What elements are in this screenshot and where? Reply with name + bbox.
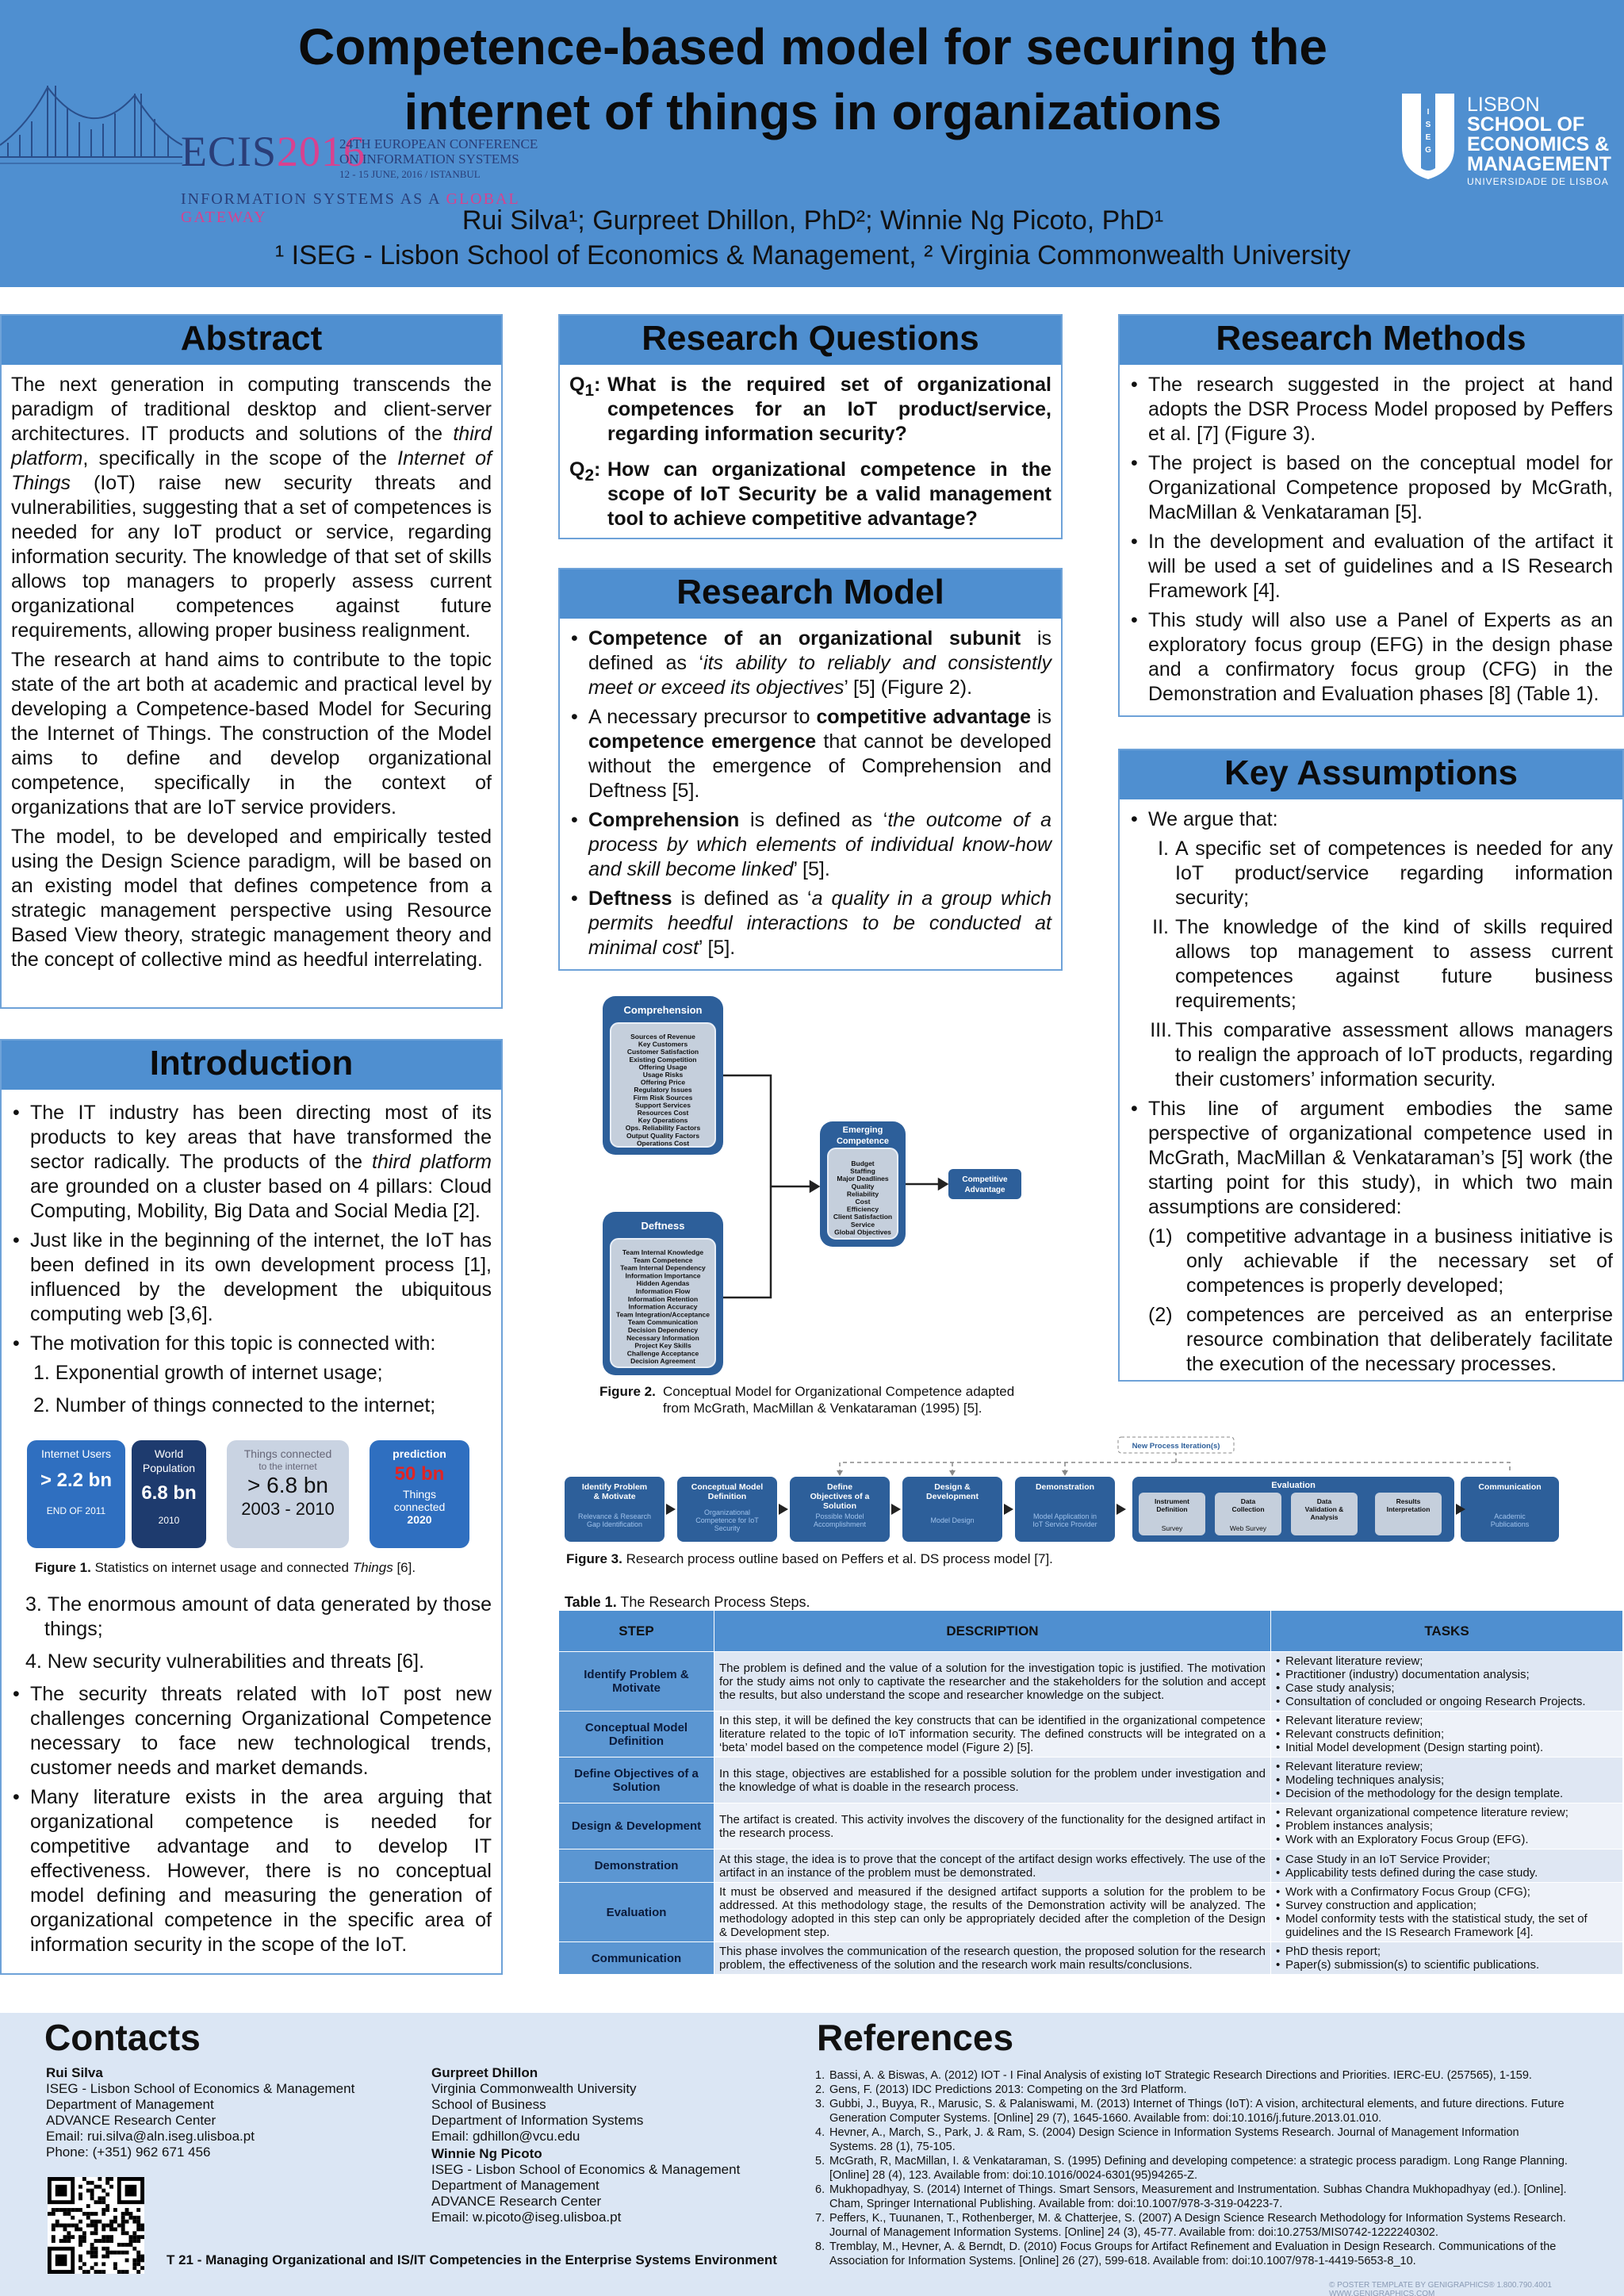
question-1: $Q_1$: What is the required set of organizational competences for an IoT product/service, regarding information security? xyxy=(569,374,1051,445)
deftness-box-item: Team Competence xyxy=(633,1255,693,1264)
reference-item: 2. Gens, F. (2013) IDC Predictions 2013: Competing on the 3rd Platform. xyxy=(815,2083,1187,2096)
table-cell-tasks xyxy=(1271,1711,1623,1757)
figure-3-caption: Figure 3. Research process outline based on Peffers et al. DS process model [7]. xyxy=(566,1551,1053,1566)
methods-bullet-1: • The research suggested in the project at hand adopts the DSR Process Model proposed by Peffers et al. [7] (Figure 3). xyxy=(1129,373,1613,447)
task-item: • Decision of the methodology for the design template. xyxy=(1276,1787,1618,1800)
task-item: • Survey construction and application; xyxy=(1276,1899,1618,1912)
comprehension-box-item: Sources of Revenue xyxy=(630,1033,695,1041)
process-step-2-title: Conceptual Model xyxy=(691,1482,764,1492)
process-step-communication-title: Communication xyxy=(1478,1482,1542,1492)
task-item: • PhD thesis report; xyxy=(1276,1945,1618,1958)
table-row xyxy=(559,1711,1623,1757)
process-step-5-title: Demonstration xyxy=(1035,1482,1095,1492)
process-step-5 xyxy=(1015,1477,1115,1542)
abstract-heading: Abstract xyxy=(2,316,501,365)
process-step-3 xyxy=(790,1477,890,1542)
process-step-3-subtitle: Possible Model xyxy=(815,1512,864,1520)
research-questions-body xyxy=(560,365,1061,550)
deftness-box-title: Deftness xyxy=(641,1220,685,1232)
task-item: • Case Study in an IoT Service Provider; xyxy=(1276,1853,1618,1866)
research-methods-panel xyxy=(1118,314,1624,717)
process-step-4-subtitle: Model Design xyxy=(930,1516,975,1524)
deftness-box-item: Information Flow xyxy=(635,1287,691,1295)
task-item: • Practitioner (industry) documentation analysis; xyxy=(1276,1668,1618,1681)
task-item: • Relevant literature review; xyxy=(1276,1654,1618,1668)
stat-prediction: prediction 50 bn Things connected 2020 xyxy=(370,1440,469,1548)
poster-header xyxy=(0,0,1624,287)
table-row xyxy=(559,1883,1623,1942)
table-cell-tasks xyxy=(1271,1849,1623,1883)
iseg-logo xyxy=(1400,92,1611,187)
evaluation-substep-title: Instrument xyxy=(1155,1497,1189,1505)
table-row xyxy=(559,1757,1623,1803)
table-cell-description: It must be observed and measured if the designed artifact supports a solution for the problem to be addressed. At this methodology stage, the results of the Demonstration activity will be analyzed. The methodology adopted in this step can only be appropriately decided after the completion of the Design & Development step. xyxy=(714,1883,1271,1942)
poster-title: Competence-based model for securing the internet of things in organizations xyxy=(297,18,1328,140)
deftness-box-item: Information Accuracy xyxy=(628,1302,698,1311)
process-step-4-title: Design & xyxy=(934,1482,971,1492)
assumption-ii: II. The knowledge of the kind of skills required allows top management to assess current competences against future business requirements; xyxy=(1152,916,1613,1012)
competitive-advantage-label: Competitive xyxy=(962,1175,1008,1184)
poster-authors: Rui Silva¹; Gurpreet Dhillon, PhD²; Winnie Ng Picoto, PhD¹ xyxy=(462,205,1164,236)
research-questions-heading: Research Questions xyxy=(560,316,1061,365)
research-model-heading: Research Model xyxy=(560,569,1061,619)
table-cell-description: At this stage, the idea is to prove that the concept of the artifact design works effectively. The use of the artifact in an instance of the problem must be demonstrated. xyxy=(714,1849,1271,1883)
contact-winnie-picoto: Winnie Ng Picoto ISEG - Lisbon School of Economics & Management Department of Management ADVANCE Research Center Email: w.picoto@iseg.ulisboa.pt xyxy=(431,2146,741,2225)
evaluation-substep-title: Collection xyxy=(1231,1505,1265,1513)
table-cell-step: Conceptual Model Definition xyxy=(559,1711,714,1757)
comprehension-box-item: Key Customers xyxy=(638,1040,688,1048)
process-step-2-title: Definition xyxy=(707,1492,747,1501)
deftness-box-item: Information Importance xyxy=(625,1271,701,1280)
process-step-communication xyxy=(1461,1477,1559,1542)
research-methods-body xyxy=(1120,365,1622,719)
comprehension-box-item: Support Services xyxy=(635,1101,691,1110)
model-bullet-3: • Comprehension is defined as ‘the outcome of a process by which elements of individual know-how and skill become linked’ [5]. xyxy=(569,808,1051,882)
figure-2-diagram xyxy=(599,996,1028,1378)
table-cell-description: The problem is defined and the value of a solution for the investigation topic is justified. The motivation for the study aims not only to captivate the researcher and the stakeholders for the solution and accept the results, but also understand the scope and researcher knowledge on the subject. xyxy=(714,1652,1271,1711)
contact-rui-silva: Rui Silva ISEG - Lisbon School of Economics & Management Department of Management ADVANCE Research Center Email: rui.silva@aln.iseg.ulisboa.pt Phone: (+351) 962 671 456 xyxy=(46,2065,355,2160)
process-iterations-loop xyxy=(837,1437,1510,1476)
abstract-panel xyxy=(0,314,503,1009)
abstract-paragraph-1: The next generation in computing transcends the paradigm of traditional desktop and client-server architectures. IT products and solutions of the third platform, specifically in the scope of the Internet of Things (IoT) raise new security threats and vulnerabilities, suggesting that a set of competences is needed for any IoT product or service, regarding information security. The knowledge of that set of skills allows top managers to properly assess current organizational competences against future requirements, allowing proper business realignment. xyxy=(11,374,492,642)
process-step-1-subtitle: Relevance & Research xyxy=(577,1512,652,1520)
process-step-1 xyxy=(565,1477,665,1542)
emerging-competence-item: Budget xyxy=(851,1159,875,1167)
comprehension-box-item: Existing Competition xyxy=(629,1055,697,1064)
table-cell-tasks xyxy=(1271,1942,1623,1975)
table-cell-step: Identify Problem & Motivate xyxy=(559,1652,714,1711)
key-assumptions-heading: Key Assumptions xyxy=(1120,750,1622,799)
table-row xyxy=(559,1652,1623,1711)
process-step-5-subtitle: IoT Service Provider xyxy=(1032,1520,1097,1528)
table-header-tasks: TASKS xyxy=(1271,1611,1623,1652)
comprehension-box-item: Customer Satisfaction xyxy=(626,1048,699,1056)
deftness-box-item: Team Communication xyxy=(627,1318,699,1327)
research-model-body xyxy=(560,619,1061,973)
comprehension-box-item: Firm Risk Sources xyxy=(633,1093,693,1102)
stat-internet-users: Internet Users > 2.2 bn END OF 2011 xyxy=(27,1440,125,1548)
reference-item: 4. Hevner, A., March, S., Park, J. & Ram, S. (2004) Design Science in Information Systems Research. Journal of Management Information Systems. 28 (1), 75-105. xyxy=(815,2126,1519,2153)
question-2: $Q_2$: How can organizational competence in the scope of IoT Security be a valid management tool to achieve competitive advantage? xyxy=(569,458,1051,530)
intro-bullet-2: • Just like in the beginning of the internet, the IoT has been defined in its own development process [1], influenced by the development the ubiquitous computing web [3,6]. xyxy=(11,1228,492,1327)
reference-item: 7. Peffers, K., Tuunanen, T., Rothenberger, M. & Chatterjee, S. (2007) A Design Science Research Methodology for Information Systems Research. Journal of Management Information Systems. [Online] 24 (3), 45-77. Available from: doi:10.2753/MIS0742-1222240302. xyxy=(815,2212,1566,2239)
intro-item-3: 3. The enormous amount of data generated by those things; xyxy=(25,1593,492,1640)
table-row xyxy=(559,1849,1623,1883)
competitive-advantage-box xyxy=(948,1169,1021,1199)
assumption-iii: III. This comparative assessment allows managers to realign the approach of IoT products, regarding their customers’ information security. xyxy=(1150,1019,1613,1091)
table-cell-tasks xyxy=(1271,1757,1623,1803)
deftness-box-item: Team Internal Knowledge xyxy=(622,1248,704,1256)
process-step-3-title: Objectives of a xyxy=(810,1492,870,1501)
references-list xyxy=(815,2068,1568,2268)
abstract-body xyxy=(2,365,501,985)
reference-item: 1. Bassi, A. & Biswas, A. (2012) IOT - I Final Analysis of existing IoT Strategic Research Directions and Priorities. IERC-EU. (257565), 1-159. xyxy=(815,2069,1532,2082)
evaluation-substep-title: Data xyxy=(1240,1497,1256,1505)
comprehension-box xyxy=(603,996,723,1155)
table-cell-description: This phase involves the communication of the research question, the proposed solution for the research problem, the effectiveness of the solution and the research work main results/conclusions. xyxy=(714,1942,1271,1975)
emerging-competence-item: Global Objectives xyxy=(834,1228,891,1236)
abstract-paragraph-2: The research at hand aims to contribute to the topic state of the art both at academic and practical level by developing a Competence-based Model for Securing the Internet of Things. The construction of the Model aims to define and develop organizational competence, specifically in the context of organizations that are IoT service providers. xyxy=(11,649,492,818)
svg-text:S: S xyxy=(1425,121,1431,129)
process-step-evaluation xyxy=(1132,1477,1454,1542)
table-header-description: DESCRIPTION xyxy=(714,1611,1271,1652)
methods-bullet-2: • The project is based on the conceptual model for Organizational Competence proposed by McGrath, MacMillan & Venkataraman [5]. xyxy=(1129,451,1613,525)
ecis-tagline: INFORMATION SYSTEMS AS A GLOBAL GATEWAY xyxy=(181,190,519,226)
table-cell-tasks xyxy=(1271,1883,1623,1942)
research-model-panel xyxy=(558,568,1063,971)
task-item: • Relevant organizational competence literature review; xyxy=(1276,1806,1618,1819)
evaluation-substep-1 xyxy=(1139,1493,1205,1535)
methods-bullet-3: • In the development and evaluation of the artifact it will be used a set of guidelines and a IS Research Framework [4]. xyxy=(1129,530,1613,604)
evaluation-substep-title: Validation & xyxy=(1304,1505,1344,1513)
table-cell-description: In this stage, objectives are established for a possible solution for the problem under investigation and the knowledge of what is doable in the research process. xyxy=(714,1757,1271,1803)
comprehension-box-item: Ops. Reliability Factors xyxy=(625,1124,701,1133)
task-item: • Model conformity tests with the statistical study, the set of guidelines and the IS Research Framework [4]. xyxy=(1276,1912,1618,1939)
intro-item-4: 4. New security vulnerabilities and threats [6]. xyxy=(25,1650,425,1673)
comprehension-box-item: Operations Cost xyxy=(636,1139,690,1148)
figure-1-statistics xyxy=(27,1440,487,1551)
process-step-1-title: Identify Problem xyxy=(581,1482,648,1492)
table-cell-tasks xyxy=(1271,1652,1623,1711)
iterations-label: New Process Iteration(s) xyxy=(1132,1442,1220,1451)
intro-bullet-3: • The motivation for this topic is connected with: xyxy=(11,1332,492,1356)
template-credit: © POSTER TEMPLATE BY GENIGRAPHICS® 1.800.790.4001 WWW.GENIGRAPHICS.COM xyxy=(1329,2281,1552,2296)
deftness-box-item: Necessary Information xyxy=(626,1333,699,1342)
process-step-1-subtitle: Gap Identification xyxy=(586,1520,643,1528)
figure-3-diagram xyxy=(563,1434,1562,1548)
task-item: • Modeling techniques analysis; xyxy=(1276,1773,1618,1787)
table-cell-tasks xyxy=(1271,1803,1623,1849)
comprehension-box-item: Offering Usage xyxy=(638,1063,688,1071)
emerging-competence-item: Client Satisfaction xyxy=(833,1213,893,1221)
stat-world-population: World Population 6.8 bn 2010 xyxy=(132,1440,206,1548)
model-bullet-2: • A necessary precursor to competitive advantage is competence emergence that cannot be developed without the emergence of Comprehension and Deftness [5]. xyxy=(569,705,1051,803)
assumption-bullet-1: • We argue that: I. A specific set of competences is needed for any IoT product/service regarding information security; II. The knowledge of the kind of skills required allows top management to assess current competences against future business requirements; III. This comparative assessment allows managers to realign the approach of IoT products, regarding their customers’ information security. xyxy=(1129,807,1613,1092)
contacts-heading: Contacts xyxy=(44,2017,201,2058)
assumption-bullet-2: • This line of argument embodies the same perspective of organizational competence used in McGrath, MacMillan & Venkataraman’s [5] work (the starting point for this study), in which two main assumptions are considered: (1) competitive advantage in a business initiative is only achievable if the necessary set of competences is properly developed; (2) competences are perceived as an enterprise resource combination that deliberately facilitate the execution of the necessary processes. xyxy=(1129,1097,1613,1377)
intro-item-2: 2. Number of things connected to the internet; xyxy=(33,1394,436,1416)
iseg-shield-icon xyxy=(1400,92,1456,181)
figure-2-caption: Figure 2. Conceptual Model for Organizational Competence adapted from McGrath, MacMillan & Venkataraman (1995) [5]. xyxy=(599,1384,1015,1416)
conference-track: T 21 - Managing Organizational and IS/IT Competencies in the Enterprise Systems Environment xyxy=(167,2252,777,2267)
research-methods-heading: Research Methods xyxy=(1120,316,1622,365)
emerging-competence-item: Service xyxy=(850,1220,875,1228)
comprehension-box-item: Usage Risks xyxy=(642,1071,684,1079)
contact-gurpreet-dhillon: Gurpreet Dhillon Virginia Commonwealth University School of Business Department of Information Systems Email: gdhillon@vcu.edu xyxy=(431,2065,644,2144)
table-cell-step: Demonstration xyxy=(559,1849,714,1883)
emerging-title-line: Competence xyxy=(836,1137,890,1146)
process-step-2 xyxy=(677,1477,777,1542)
reference-item: 3. Gubbi, J., Buyya, R., Marusic, S. & Palaniswami, M. (2013) Internet of Things (IoT): A vision, architectural elements, and future directions. Future Generation Computer Systems. [Online] 29 (7), 1645-1660. Available from: doi:10.1016/j.future.2013.01.010. xyxy=(815,2098,1565,2125)
emerging-competence-item: Major Deadlines xyxy=(837,1175,889,1183)
key-assumptions-body xyxy=(1120,799,1622,1389)
references-heading: References xyxy=(817,2017,1014,2058)
task-item: • Work with a Confirmatory Focus Group (CFG); xyxy=(1276,1885,1618,1899)
task-item: • Paper(s) submission(s) to scientific publications. xyxy=(1276,1958,1618,1972)
svg-text:G: G xyxy=(1425,146,1431,155)
methods-bullet-4: • This study will also use a Panel of Experts as an exploratory focus group (EFG) in the design phase and a confirmatory focus group (CFG) in the Demonstration and Evaluation phases [8] (Table 1). xyxy=(1129,608,1613,707)
emerging-competence-item: Efficiency xyxy=(846,1205,879,1213)
process-step-5-subtitle: Model Application in xyxy=(1032,1512,1097,1520)
table-row xyxy=(559,1942,1623,1975)
iseg-wordmark: LISBON SCHOOL OF ECONOMICS & MANAGEMENT UNIVERSIDADE DE LISBOA xyxy=(1467,94,1611,187)
ecis-conference-label: 24TH EUROPEAN CONFERENCE ON INFORMATION SYSTEMS 12 - 15 JUNE, 2016 / ISTANBUL xyxy=(339,136,538,180)
evaluation-substep-title: Data xyxy=(1316,1497,1332,1505)
process-step-2-subtitle: Security xyxy=(714,1524,741,1532)
table-header-step: STEP xyxy=(559,1611,714,1652)
deftness-box-item: Team Integration/Acceptance xyxy=(616,1310,710,1319)
process-step-3-subtitle: Accomplishment xyxy=(813,1520,867,1528)
process-step-4 xyxy=(902,1477,1002,1542)
process-step-2-subtitle: Organizational xyxy=(703,1508,751,1516)
table-cell-step: Design & Development xyxy=(559,1803,714,1849)
deftness-box-item: Project Key Skills xyxy=(634,1341,691,1350)
deftness-box-item: Hidden Agendas xyxy=(636,1279,690,1288)
process-step-1-title: & Motivate xyxy=(593,1492,636,1501)
evaluation-substep-title: Definition xyxy=(1156,1505,1188,1513)
process-step-3-title: Define xyxy=(826,1482,853,1492)
figure-1-caption: Figure 1. Statistics on internet usage and connected Things [6]. xyxy=(35,1560,416,1575)
svg-text:E: E xyxy=(1425,133,1431,142)
task-item: • Work with an Exploratory Focus Group (EFG). xyxy=(1276,1833,1618,1846)
intro-bullet-5: • Many literature exists in the area arguing that organizational competence is needed for competitive advantage and to develop IT effectiveness. However, there is no conceptual model defining and measuring the generation of organizational competence in the specific area of information security in the scope of the IoT. xyxy=(11,1785,492,1957)
table-cell-step: Define Objectives of a Solution xyxy=(559,1757,714,1803)
comprehension-box-item: Key Operations xyxy=(638,1116,688,1125)
stat-things-connected: Things connected to the internet > 6.8 bn 2003 - 2010 xyxy=(227,1440,349,1548)
research-steps-table xyxy=(558,1610,1623,1975)
model-bullet-4: • Deftness is defined as ‘a quality in a group which permits heedful interactions to be conducted at minimal cost’ [5]. xyxy=(569,887,1051,960)
evaluation-substep-2 xyxy=(1215,1493,1281,1535)
deftness-box-item: Decision Dependency xyxy=(627,1326,699,1334)
process-step-2-subtitle: Competence for IoT xyxy=(695,1516,759,1524)
svg-text:I: I xyxy=(1427,108,1430,117)
table-row xyxy=(559,1803,1623,1849)
process-step-3-title: Solution xyxy=(823,1501,856,1511)
process-step-4-title: Development xyxy=(926,1492,979,1501)
comprehension-box-item: Offering Price xyxy=(640,1078,686,1087)
comprehension-box-item: Output Quality Factors xyxy=(626,1131,700,1140)
ecis-wordmark: ECIS2016 xyxy=(181,128,366,175)
deftness-box-item: Team Internal Dependency xyxy=(620,1263,706,1272)
deftness-box-item: Information Retention xyxy=(627,1294,699,1303)
assumption-i: I. A specific set of competences is needed for any IoT product/service regarding information security; xyxy=(1158,838,1613,909)
intro-bullet-4: • The security threats related with IoT post new challenges concerning Organizational Competence necessary to face new technological trends, customer needs and market demands. xyxy=(11,1682,492,1780)
table-cell-description: In this step, it will be defined the key constructs that can be identified in the organizational competence literature related to the topic of IoT information security. The defined constructs will be integrated on a ‘beta’ model based on the competence model (Figure 2) [5]. xyxy=(714,1711,1271,1757)
process-step-communication-subtitle: Academic xyxy=(1494,1512,1526,1520)
comprehension-box-title: Comprehension xyxy=(623,1004,703,1016)
evaluation-substep-title: Interpretation xyxy=(1386,1505,1431,1513)
task-item: • Relevant literature review; xyxy=(1276,1760,1618,1773)
key-assumptions-panel xyxy=(1118,749,1624,1382)
deftness-box xyxy=(603,1212,723,1375)
model-bullet-1: • Competence of an organizational subunit is defined as ‘its ability to reliably and consistently meet or exceed its objectives’ [5] (Figure 2). xyxy=(569,627,1051,700)
emerging-competence-item: Quality xyxy=(851,1182,875,1190)
evaluation-substep-subtitle: Web Survey xyxy=(1229,1524,1267,1532)
evaluation-substep-title: Results xyxy=(1396,1497,1421,1505)
emerging-title-line: Emerging xyxy=(842,1125,883,1135)
emerging-competence-item: Cost xyxy=(855,1198,871,1205)
comprehension-box-item: Resources Cost xyxy=(637,1109,689,1117)
deftness-box-item: Decision Agreement xyxy=(630,1357,695,1366)
comprehension-box-item: Regulatory Issues xyxy=(634,1086,692,1094)
task-item: • Relevant literature review; xyxy=(1276,1714,1618,1727)
assumption-2: (2) competences are perceived as an enterprise resource combination that deliberately facilitate the execution of the necessary processes. xyxy=(1148,1304,1613,1375)
task-item: • Consultation of concluded or ongoing Research Projects. xyxy=(1276,1695,1618,1708)
task-item: • Case study analysis; xyxy=(1276,1681,1618,1695)
reference-item: 5. McGrath, R, MacMillan, I. & Venkataraman, S. (1995) Defining and developing competence: a strategic process paradigm. Long Range Planning. [Online] 28 (4), 123. Available from: doi:10.1016/0024-6301(95)94265-Z. xyxy=(815,2155,1568,2182)
evaluation-substep-title: Analysis xyxy=(1310,1513,1339,1521)
table-cell-step: Evaluation xyxy=(559,1883,714,1942)
evaluation-substep-subtitle: Survey xyxy=(1161,1524,1183,1532)
table-cell-description: The artifact is created. This activity involves the discovery of the functionality for the designed artifact in the research process. xyxy=(714,1803,1271,1849)
intro-bullet-1: • The IT industry has been directing most of its products to key areas that have transformed the sector radically. The products of the third platform are grounded on a cluster based on 4 pillars: Cloud Computing, Mobility, Big Data and Social Media [2]. xyxy=(11,1101,492,1224)
task-item: • Initial Model development (Design starting point). xyxy=(1276,1741,1618,1754)
assumption-1: (1) competitive advantage in a business initiative is only achievable if the necessary set of competences is properly developed; xyxy=(1148,1225,1613,1297)
process-step-communication-subtitle: Publications xyxy=(1490,1520,1530,1528)
intro-item-1: 1. Exponential growth of internet usage; xyxy=(33,1362,383,1384)
introduction-heading: Introduction xyxy=(2,1041,501,1090)
deftness-box-item: Challenge Acceptance xyxy=(626,1349,699,1358)
reference-item: 8. Tremblay, M., Hevner, A. & Berndt, D. (2010) Focus Groups for Artifact Refinement and Evaluation in Design Research. Communications of the Association for Information Systems. [Online] 26 (27), 599-618. Available from: doi:10.1007/978-1-4419-5653-8_10. xyxy=(815,2240,1557,2267)
emerging-competence-item: Staffing xyxy=(850,1167,875,1175)
competitive-advantage-label: Advantage xyxy=(964,1186,1005,1194)
evaluation-substep-4 xyxy=(1375,1493,1442,1535)
abstract-paragraph-3: The model, to be developed and empirically tested using the Design Science paradigm, will be based on an existing model that defines competence from a strategic management perspective using Resource Based View theory, strategic management theory and the concept of collective mind as heedful interrelating. xyxy=(11,826,492,971)
poster-affiliations: ¹ ISEG - Lisbon School of Economics & Management, ² Virginia Commonwealth University xyxy=(274,240,1351,270)
task-item: • Applicability tests defined during the case study. xyxy=(1276,1866,1618,1880)
task-item: • Problem instances analysis; xyxy=(1276,1819,1618,1833)
evaluation-substep-3 xyxy=(1291,1493,1358,1535)
qr-code-icon[interactable] xyxy=(48,2177,144,2274)
table-cell-step: Communication xyxy=(559,1942,714,1975)
table-1-caption: Table 1. The Research Process Steps. xyxy=(565,1594,810,1610)
research-questions-panel xyxy=(558,314,1063,539)
evaluation-title: Evaluation xyxy=(1271,1481,1316,1490)
reference-item: 6. Mukhopadhyay, S. (2014) Internet of Things. Smart Sensors, Measurement and Instrumentation. Subhas Chandra Mukhopadhyay (ed.). [Online]. Cham, Springer International Publishing. Available from: doi:10.1007/978-3-319-04223-7. xyxy=(815,2183,1567,2210)
emerging-competence-item: Reliability xyxy=(846,1190,879,1198)
task-item: • Relevant constructs definition; xyxy=(1276,1727,1618,1741)
